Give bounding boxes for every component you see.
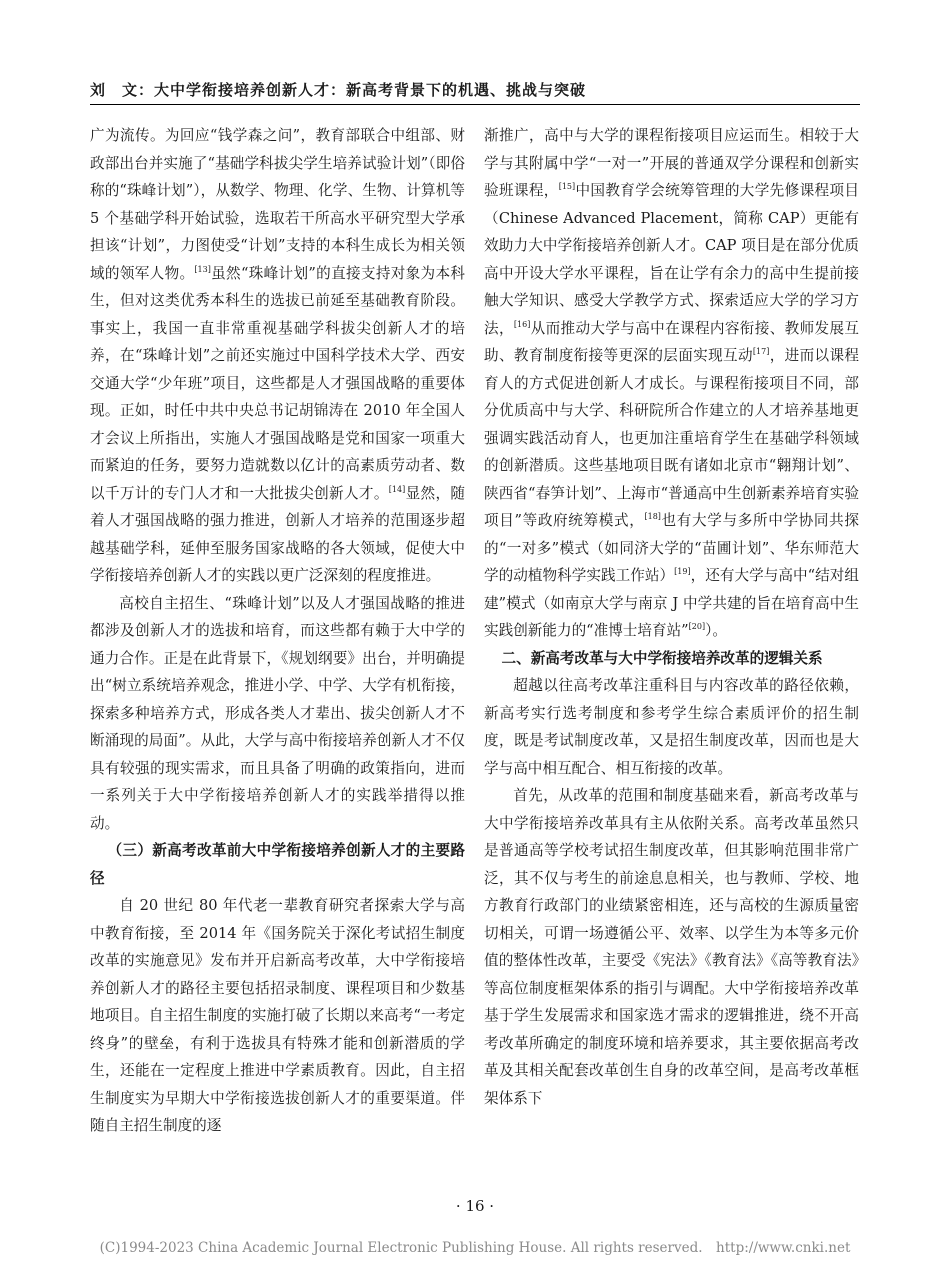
section-heading: 二、新高考改革与大中学衔接培养改革的逻辑关系 [501,649,823,667]
copyright-notice: (C)1994-2023 China Academic Journal Electronic Publishing House. All rights reserved. http://www.cnki.net [99,1240,851,1256]
page-number: · 16 · [455,1197,495,1215]
paragraph: 自 20 世纪 80 年代老一辈教育研究者探索大学与高中教育衔接，至 2014 年《国务院关于深化考试招生制度改革的实施意见》发布并开启新高考改革，大中学衔接培养创新人才的路径主要包括招录制度、课程项目和少数基地项目。自主招生制度的实施打破了长期以来高考“一考定终身”的壁垒，有利于选拔具有特殊才能和创新潜质的学生，还能在一定程度上推进中学素质教育。因此，自主招生制度实为早期大中学衔接选拔创新人才的重要渠道。伴随自主招生制度的逐 [90,897,465,1134]
text-run: 虽然“珠峰计划”的直接支持对象为本科生，但对这类优秀本科生的选拔已前延至基础教育阶段。事实上，我国一直非常重视基础学科拔尖创新人才的培养，在“珠峰计划”之前还实施过中国科学技术大学、西安交通大学“少年班”项目，这些都是人才强国战略的重要体现。正如，时任中共中央总书记胡锦涛在 2010 年全国人才会议上所指出，实施人才强国战略是党和国家一项重大而紧迫的任务，要努力造就数以亿计的高素质劳动者、数以千万计的专门人才和一大批拔尖创新人才。 [90,264,465,502]
citation: [18] [644,512,661,522]
citation: [17] [752,347,770,357]
text-run: ）。 [705,622,727,639]
text-run: ，还有大学与高中“结对组建”模式（如南京大学与南京 J 中学共建的旨在培育高中生实践创新能力的“准博士培育站” [484,567,859,639]
citation: [13] [194,264,211,274]
citation: [16] [513,319,531,329]
text-run: ，进而以课程育人的方式促进创新人才成长。与课程衔接项目不同，部分优质高中与大学、科研院所合作建立的人才培养基地更强调实践活动育人，也更加注重培育学生在基础学科领域的创新潜质。这些基地项目既有诸如北京市“翱翔计划”、陕西省“春笋计划”、上海市“普通高中生创新素养培育实验项目”等政府统筹模式， [484,347,859,529]
paragraph: 首先，从改革的范围和制度基础来看，新高考改革与大中学衔接培养改革具有主从依附关系。高考改革虽然只是普通高等学校考试招生制度改革，但其影响范围非常广泛，其不仅与考生的前途息息相关，也与教师、学校、地方教育行政部门的业绩紧密相连，还与高校的生源质量密切相关，可谓一场遵循公平、效率、以学生为本等多元价值的整体性改革，主要受《宪法》《教育法》《高等教育法》等高位制度框架体系的指引与调配。大中学衔接培养改革基于学生发展需求和国家选才需求的逻辑推进，绕不开高考改革所确定的制度环境和培养要求，其主要依据高考改革及其相关配套改革创生自身的改革空间，是高考改革框架体系下 [484,787,859,1107]
paragraph: 超越以往高考改革注重科目与内容改革的路径依赖，新高考实行选考制度和参考学生综合素质评价的招生制度，既是考试制度改革，又是招生制度改革，因而也是大学与高中相互配合、相互衔接的改革。 [484,677,859,777]
header-rule [90,104,860,105]
citation: [19] [674,567,691,577]
paragraph [484,122,859,645]
running-header: 刘 文：大中学衔接培养创新人才：新高考背景下的机遇、挑战与突破 [90,81,587,99]
left-column [90,122,465,1140]
citation: [20] [688,622,706,632]
text-run: 中国教育学会统筹管理的大学先修课程项目（Chinese Advanced Placement，简称 CAP）更能有效助力大中学衔接培养创新人才。CAP 项目是在部分优质高中开设大学水平课程，旨在让学有余力的高中生提前接触大学知识、感受大学教学方式、探索适应大学的学习方法， [484,182,859,337]
paragraph [90,122,465,590]
text-run: 从而推动大学与高中在课程内容衔接、教师发展互助、教育制度衔接等更深的层面实现互动 [484,319,859,364]
citation: [14] [388,484,406,494]
citation: [15] [558,182,576,192]
text-run: 广为流传。为回应“钱学森之问”，教育部联合中组部、财政部出台并实施了“基础学科拔尖学生培养试验计划”（即俗称的“珠峰计划”），从数学、物理、化学、生物、计算机等 5 个基础学科开始试验，选取若干所高水平研究型大学承担该“计划”，力图使受“计划”支持的本科生成长为相关领域的领军人物。 [90,127,465,282]
text-run: 显然，随着人才强国战略的强力推进，创新人才培养的范围逐步超越基础学科，延伸至服务国家战略的各大领域，促使大中学衔接培养创新人才的实践以更广泛深刻的程度推进。 [90,484,465,584]
paragraph: 高校自主招生、“珠峰计划”以及人才强国战略的推进都涉及创新人才的选拔和培育，而这些都有赖于大中学的通力合作。正是在此背景下，《规划纲要》出台，并明确提出“树立系统培养观念，推进小学、中学、大学有机衔接，探索多种培养方式，形成各类人才辈出、拔尖创新人才不断涌现的局面”。从此，大学与高中衔接培养创新人才不仅具有较强的现实需求，而且具备了明确的政策指向，进而一系列关于大中学衔接培养创新人才的实践举措得以推动。 [90,594,465,832]
text-run: 渐推广，高中与大学的课程衔接项目应运而生。相较于大学与其附属中学“一对一”开展的普通双学分课程和创新实验班课程， [484,127,859,199]
section-heading: （三）新高考改革前大中学衔接培养创新人才的主要路径 [90,842,465,887]
text-run: 也有大学与多所中学协同共探的“一对多”模式（如同济大学的“苗圃计划”、华东师范大学的动植物科学实践工作站） [484,512,859,584]
right-column [484,122,859,1112]
